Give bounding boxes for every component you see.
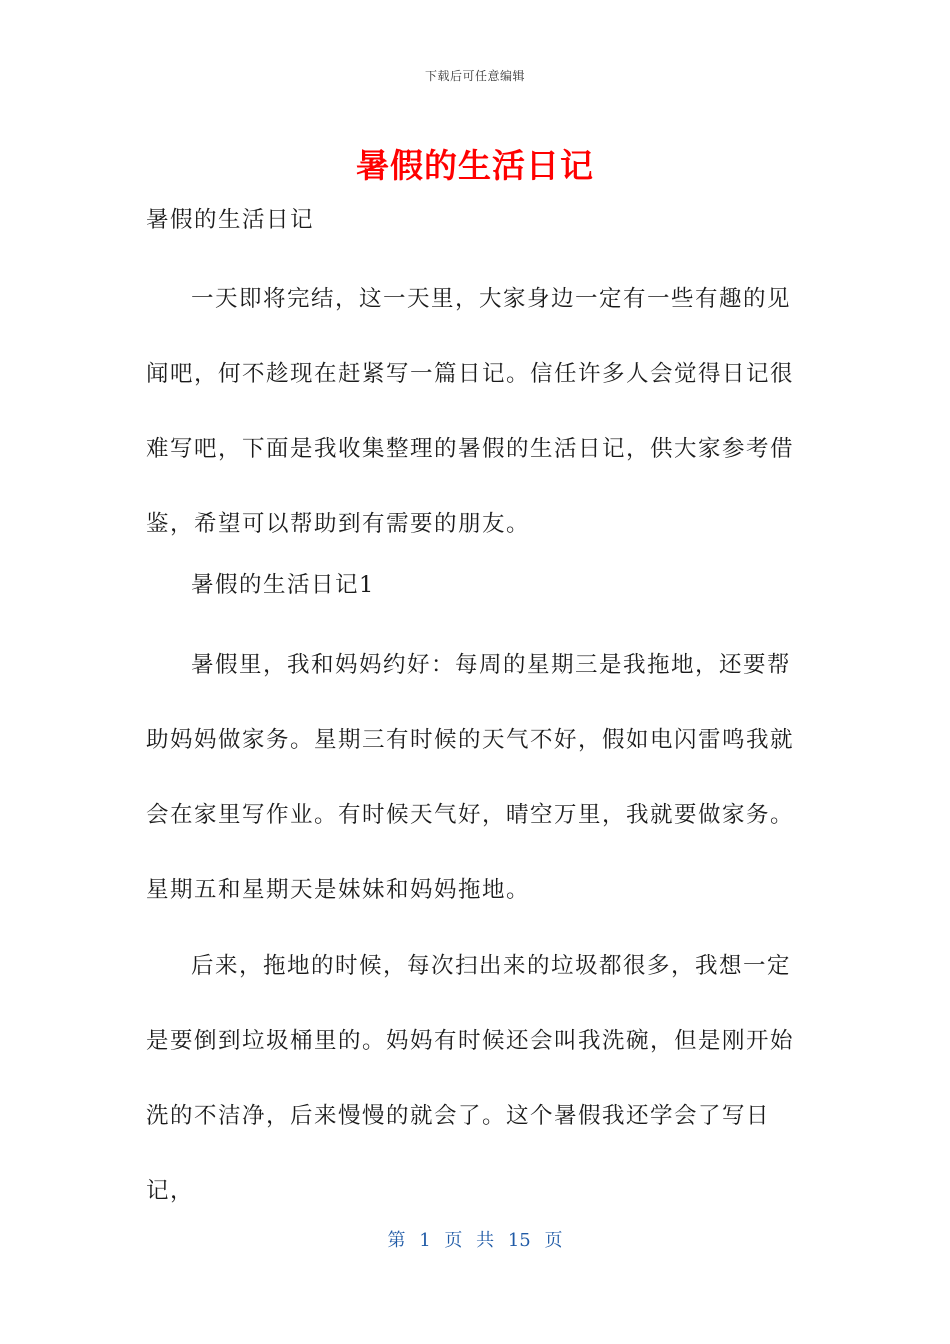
section-heading-diary-1: 暑假的生活日记1 (191, 572, 375, 598)
paragraph-chores: 暑假里，我和妈妈约好：每周的星期三是我拖地，还要帮助妈妈做家务。星期三有时候的天气不好，假如电闪雷鸣我就会在家里写作业。有时候天气好，晴空万里，我就要做家务。星期五和星期天是妹妹和妈妈拖地。 (146, 652, 795, 903)
page-number-footer: 第 1 页 共 15 页 (387, 1230, 563, 1251)
paragraph-mopping: 后来，拖地的时候，每次扫出来的垃圾都很多，我想一定是要倒到垃圾桶里的。妈妈有时候还会叫我洗碗，但是刚开始洗的不洁净，后来慢慢的就会了。这个暑假我还学会了写日记， (146, 953, 795, 1204)
paragraph-intro: 一天即将完结，这一天里，大家身边一定有一些有趣的见闻吧，何不趁现在赶紧写一篇日记。信任许多人会觉得日记很难写吧，下面是我收集整理的暑假的生活日记，供大家参考借鉴，希望可以帮助到有需要的朋友。 (146, 286, 795, 537)
document-subtitle: 暑假的生活日记 (146, 207, 315, 233)
document-title: 暑假的生活日记 (356, 146, 594, 185)
header-note: 下载后可任意编辑 (424, 69, 525, 83)
